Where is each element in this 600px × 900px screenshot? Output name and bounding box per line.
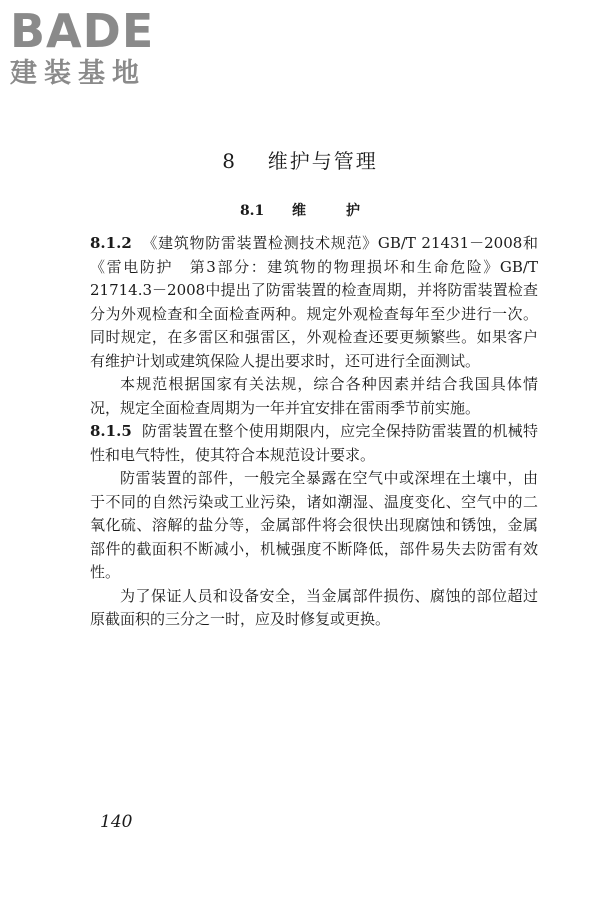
- logo-wordmark: BADE: [10, 4, 155, 58]
- clause-8-1-2: [90, 232, 538, 373]
- clause-text: 防雷装置在整个使用期限内，应完全保持防雷装置的机械特性和电气特性，使其符合本规范设计要求。: [90, 422, 538, 464]
- section-number: 8.1: [239, 203, 265, 219]
- clause-number: 8.1.2: [90, 234, 132, 252]
- chapter-title: 维护与管理: [267, 149, 378, 173]
- chapter-heading: [0, 145, 600, 174]
- paragraph: 防雷装置的部件，一般完全暴露在空气中或深埋在土壤中，由于不同的自然污染或工业污染，诸如潮湿、温度变化、空气中的二氧化硫、溶解的盐分等，金属部件将会很快出现腐蚀和锈蚀，金属部件的截面积不断减小，机械强度不断降低，部件易失去防雷有效性。: [90, 469, 538, 581]
- logo-chinese-text: 建装基地: [10, 58, 146, 89]
- body-text: [90, 232, 538, 632]
- section-title-char-2: 护: [346, 203, 361, 219]
- clause-text: 《建筑物防雷装置检测技术规范》GB/T 21431－2008和《雷电防护 第3部分：建筑物的物理损坏和生命危险》GB/T 21714.3－2008中提出了防雷装置的检查周期，并将防雷装置检查分为外观检查和全面检查两种。规定外观检查每年至少进行一次。同时规定，在多雷区和强雷区，外观检查还要更频繁些。如果客户有维护计划或建筑保险人提出要求时，还可进行全面测试。: [90, 234, 538, 370]
- page-number: 140: [100, 812, 133, 832]
- section-title-char-1: 维: [292, 203, 307, 219]
- clause-8-1-5: [90, 420, 538, 467]
- paragraph: 本规范根据国家有关法规，综合各种因素并结合我国具体情况，规定全面检查周期为一年并宜安排在雷雨季节前实施。: [90, 375, 538, 417]
- logo: [10, 6, 180, 90]
- section-heading: [0, 200, 600, 220]
- paragraph: 为了保证人员和设备安全，当金属部件损伤、腐蚀的部位超过原截面积的三分之一时，应及时修复或更换。: [90, 586, 538, 628]
- chapter-number: 8: [222, 149, 237, 173]
- clause-number: 8.1.5: [90, 422, 132, 440]
